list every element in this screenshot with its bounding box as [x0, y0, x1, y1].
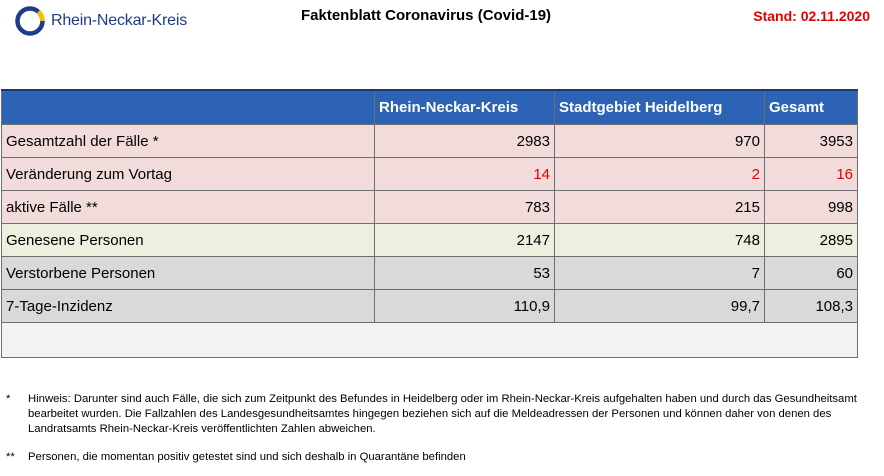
- footnote-2: [4, 450, 874, 465]
- logo-text: Rhein-Neckar-Kreis: [51, 12, 187, 29]
- column-header-gesamt: Gesamt: [765, 90, 858, 125]
- table-row-verstorbene: [2, 257, 858, 290]
- empty-cell: [2, 323, 858, 358]
- table-cell: 99,7: [555, 290, 765, 323]
- table-cell: 2: [555, 158, 765, 191]
- table-row-inzidenz: [2, 290, 858, 323]
- table-cell: 783: [375, 191, 555, 224]
- table-cell: 16: [765, 158, 858, 191]
- footnote-text: Personen, die momentan positiv getestet sind und sich deshalb in Quarantäne befinden: [28, 451, 466, 463]
- page-title: Faktenblatt Coronavirus (Covid-19): [301, 7, 552, 24]
- column-header-heidelberg: Stadtgebiet Heidelberg: [555, 90, 765, 125]
- table-cell: 7: [555, 257, 765, 290]
- table-cell: 14: [375, 158, 555, 191]
- table-row-gesamtzahl: [2, 125, 858, 158]
- row-label: Gesamtzahl der Fälle *: [2, 125, 375, 158]
- column-header-label: [2, 90, 375, 125]
- table-cell: 748: [555, 224, 765, 257]
- stand-date: Stand: 02.11.2020: [753, 8, 870, 24]
- logo: [14, 5, 187, 37]
- table-cell: 2895: [765, 224, 858, 257]
- table-cell: 108,3: [765, 290, 858, 323]
- rhein-neckar-kreis-logo-icon: [14, 5, 48, 37]
- table-cell: 998: [765, 191, 858, 224]
- table-row-genesene: [2, 224, 858, 257]
- column-header-rhein-neckar-kreis: Rhein-Neckar-Kreis: [375, 90, 555, 125]
- table-row-aktive-faelle: [2, 191, 858, 224]
- table-cell: 53: [375, 257, 555, 290]
- footnote-text: Hinweis: Darunter sind auch Fälle, die sich zum Zeitpunkt des Befundes in Heidelberg oder im Rhein-Neckar-Kreis aufgehalten haben und durch das Gesundheitsamt bearbeitet wurden. Die Fallzahlen des Landesgesundheitsamtes hingegen beziehen sich auf die Meldeadressen der Personen und können daher von denen des Landratsamts Rhein-Neckar-Kreis veröffentlichten Zahlen abweichen.: [28, 393, 857, 435]
- footnote-mark: *: [6, 393, 11, 405]
- table-header-row: [2, 90, 858, 125]
- table-cell: 60: [765, 257, 858, 290]
- table-cell: 215: [555, 191, 765, 224]
- table-cell: 3953: [765, 125, 858, 158]
- table-cell: 2147: [375, 224, 555, 257]
- row-label: Genesene Personen: [2, 224, 375, 257]
- footnote-1: [4, 392, 874, 437]
- row-label: Verstorbene Personen: [2, 257, 375, 290]
- table-cell: 110,9: [375, 290, 555, 323]
- facts-table: [1, 89, 858, 358]
- footnotes: [4, 392, 874, 465]
- table-row-empty: [2, 323, 858, 358]
- row-label: 7-Tage-Inzidenz: [2, 290, 375, 323]
- row-label: Veränderung zum Vortag: [2, 158, 375, 191]
- table-cell: 970: [555, 125, 765, 158]
- row-label: aktive Fälle **: [2, 191, 375, 224]
- table-cell: 2983: [375, 125, 555, 158]
- table-row-veraenderung: [2, 158, 858, 191]
- footnote-mark: **: [6, 451, 15, 463]
